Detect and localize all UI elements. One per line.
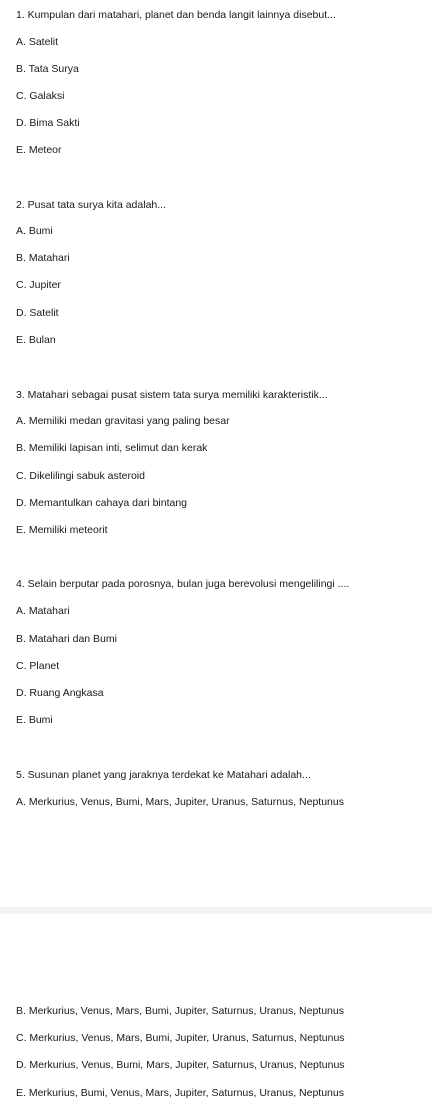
question-1-option-e: E. Meteor [16,144,62,156]
question-3-option-a: A. Memiliki medan gravitasi yang paling besar [16,415,230,427]
question-4-option-a: A. Matahari [16,605,70,617]
question-4-option-c: C. Planet [16,660,60,672]
question-2-option-c: C. Jupiter [16,279,61,291]
question-4-text: 4. Selain berputar pada porosnya, bulan juga berevolusi mengelilingi .... [16,578,350,590]
question-1-option-b: B. Tata Surya [16,63,79,75]
question-1-text: 1. Kumpulan dari matahari, planet dan benda langit lainnya disebut... [16,9,336,21]
question-1-option-a: A. Satelit [16,36,59,48]
question-4-option-b: B. Matahari dan Bumi [16,633,117,645]
question-5-option-c: C. Merkurius, Venus, Mars, Bumi, Jupiter, Uranus, Saturnus, Neptunus [16,1032,345,1044]
question-1-option-d: D. Bima Sakti [16,117,80,129]
question-5-option-e: E. Merkurius, Bumi, Venus, Mars, Jupiter, Saturnus, Uranus, Neptunus [16,1087,344,1099]
question-3-option-b: B. Memiliki lapisan inti, selimut dan kerak [16,442,208,454]
question-2-option-a: A. Bumi [16,225,53,237]
question-2-option-b: B. Matahari [16,252,70,264]
question-2-option-d: D. Satelit [16,307,59,319]
page-break-divider [0,907,432,914]
question-5-option-d: D. Merkurius, Venus, Bumi, Mars, Jupiter, Saturnus, Uranus, Neptunus [16,1059,345,1071]
question-5-option-b: B. Merkurius, Venus, Mars, Bumi, Jupiter, Saturnus, Uranus, Neptunus [16,1005,344,1017]
question-2-option-e: E. Bulan [16,334,56,346]
question-4-option-d: D. Ruang Angkasa [16,687,104,699]
question-5-text: 5. Susunan planet yang jaraknya terdekat ke Matahari adalah... [16,769,311,781]
question-3-option-d: D. Memantulkan cahaya dari bintang [16,497,188,509]
question-4-option-e: E. Bumi [16,714,53,726]
question-5-option-a: A. Merkurius, Venus, Bumi, Mars, Jupiter, Uranus, Saturnus, Neptunus [16,796,344,808]
question-3-option-e: E. Memiliki meteorit [16,524,108,536]
question-3-text: 3. Matahari sebagai pusat sistem tata surya memiliki karakteristik... [16,389,328,401]
question-1-option-c: C. Galaksi [16,90,65,102]
question-2-text: 2. Pusat tata surya kita adalah... [16,199,167,211]
question-3-option-c: C. Dikelilingi sabuk asteroid [16,470,145,482]
